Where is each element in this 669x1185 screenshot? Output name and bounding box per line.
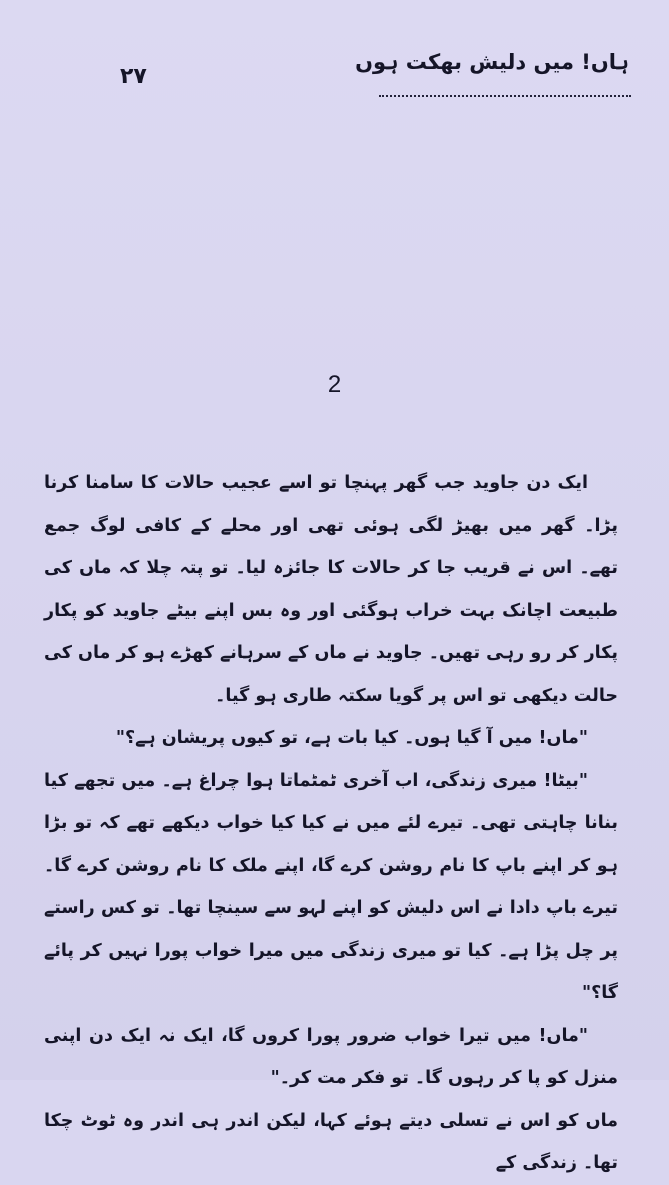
paragraph: "ماں! میں تیرا خواب ضرور پورا کروں گا، ایک نہ ایک دن اپنی منزل کو پا کر رہوں گا۔ تو فکر مت کر۔" <box>44 1025 618 1088</box>
paragraph: ماں کو اس نے تسلی دیتے ہوئے کہا، لیکن اندر ہی اندر وہ ٹوٹ چکا تھا۔ زندگی کے <box>44 1110 618 1173</box>
paragraph: "ماں! میں آ گیا ہوں۔ کیا بات ہے، تو کیوں پریشان ہے؟" <box>115 728 588 748</box>
page-number: ۲۷ <box>120 64 147 89</box>
paragraph: "بیٹا! میری زندگی، اب آخری ٹمٹماتا ہوا چراغ ہے۔ میں تجھے کیا بنانا چاہتی تھی۔ تیرے لئے میں نے کیا کیا خواب دیکھے تھے کہ تو بڑا ہو کر اپنے باپ کا نام روشن کرے گا، اپنے ملک کا نام روشن کرے گا۔ تیرے باپ دادا نے اس دلیش کو اپنے لہو سے سینچا تھا۔ تو کس راستے پر چل پڑا ہے۔ کیا تو میری زندگی میں میرا خواب پورا نہیں کر پائے گا؟" <box>44 770 618 1003</box>
running-title: ہاں! میں دلیش بھکت ہوں <box>355 50 629 74</box>
paragraph: ایک دن جاوید جب گھر پہنچا تو اسے عجیب حالات کا سامنا کرنا پڑا۔ گھر میں بھیڑ لگی ہوئی تھی اور محلے کے کافی لوگ جمع تھے۔ اس نے قریب جا کر حالات کا جائزہ لیا۔ تو پتہ چلا کہ ماں کی طبیعت اچانک بہت خراب ہوگئی اور وہ بس اپنے بیٹے جاوید کو پکار پکار کر رو رہی تھیں۔ جاوید نے ماں کے سرہانے کھڑے ہو کر ماں کی حالت دیکھی تو اس پر گویا سکتہ طاری ہو گیا۔ <box>44 473 618 706</box>
chapter-number: 2 <box>327 371 342 398</box>
body-text <box>44 462 618 1185</box>
header-rule <box>379 95 631 97</box>
